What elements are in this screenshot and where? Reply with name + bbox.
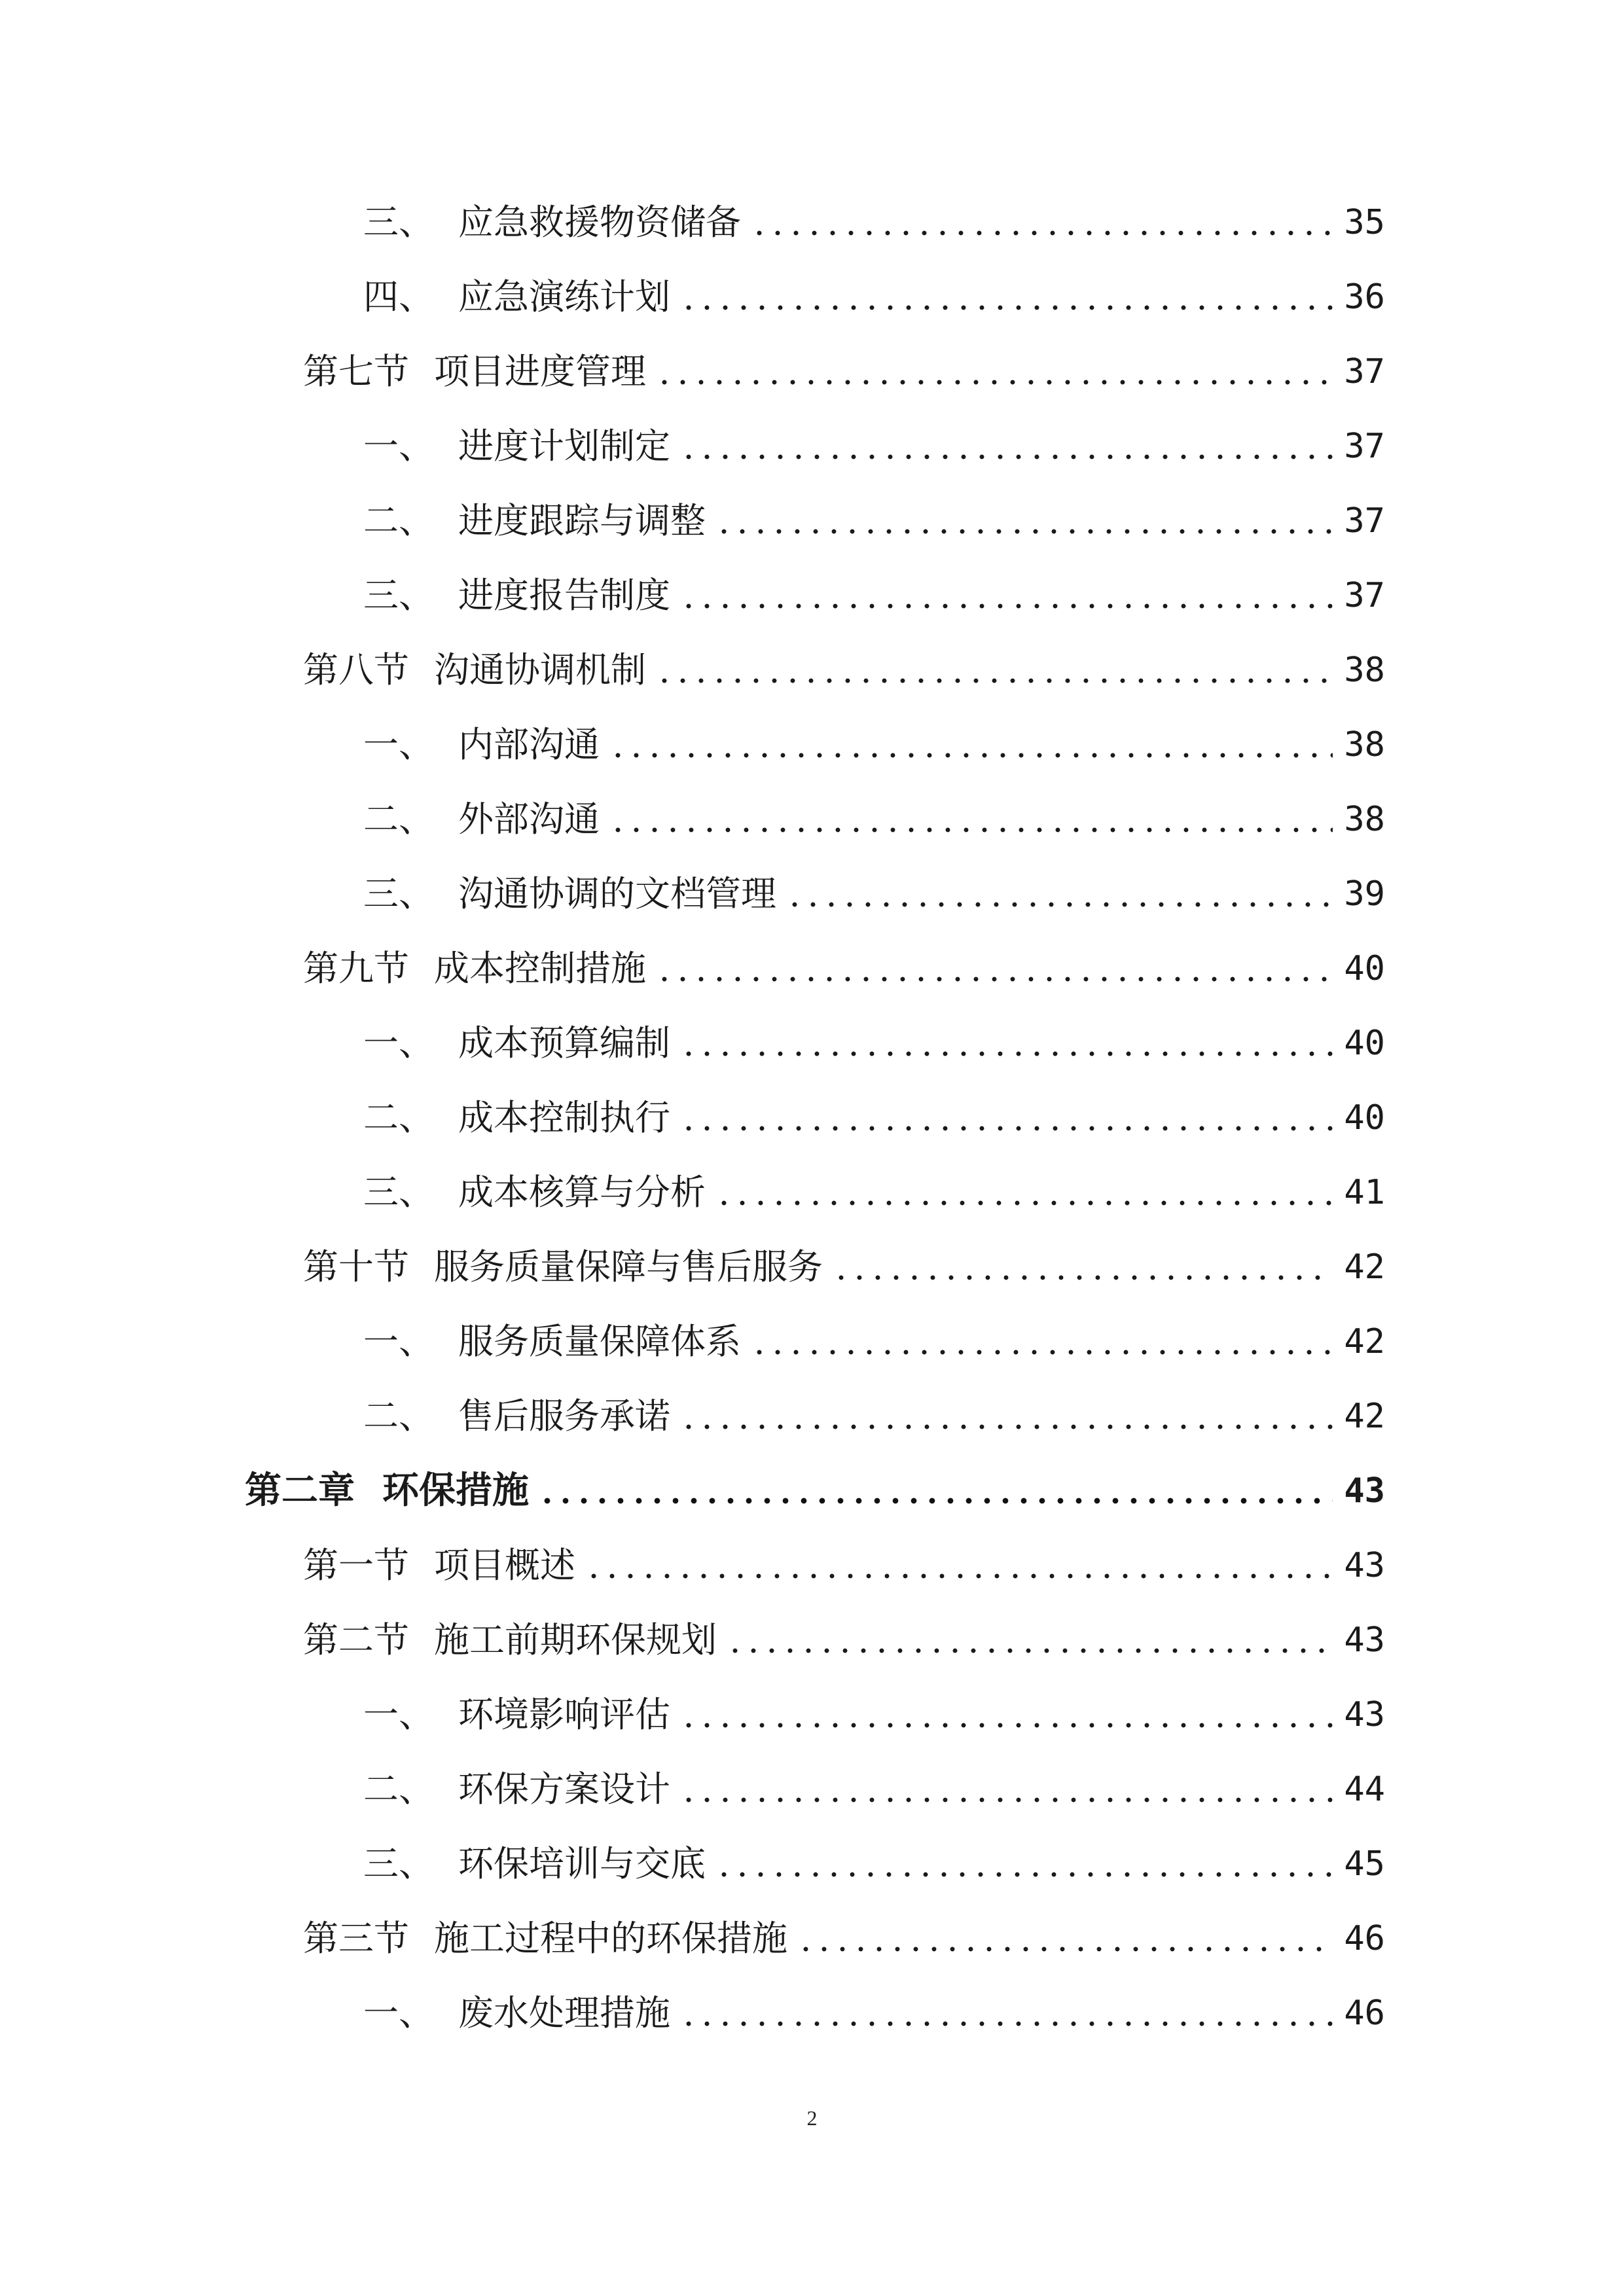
toc-entry-number: 第十节: [303, 1246, 409, 1287]
toc-entry-title: 服务质量保障体系: [458, 1321, 741, 1362]
toc-entry-number: 二、: [363, 1395, 434, 1437]
toc-entry-page: 45: [1344, 1844, 1385, 1884]
dot-leader: [582, 1539, 1333, 1592]
toc-entry-page: 43: [1344, 1471, 1385, 1511]
toc-entry-number: 四、: [363, 276, 434, 317]
toc-entry-page: 38: [1344, 725, 1385, 764]
dot-leader: [677, 271, 1333, 323]
toc-entry-page: 43: [1344, 1621, 1385, 1660]
toc-entry-number: 一、: [363, 1992, 434, 2034]
toc-entry[interactable]: [363, 793, 1385, 846]
dot-leader: [794, 1912, 1333, 1965]
toc-entry-title: 环境影响评估: [458, 1694, 670, 1735]
toc-entry-page: 46: [1344, 1994, 1385, 2033]
toc-entry-title: 施工前期环保规划: [434, 1619, 717, 1660]
toc-entry-title: 施工过程中的环保措施: [434, 1918, 787, 1959]
toc-entry-number: 二、: [363, 1097, 434, 1138]
toc-entry[interactable]: [303, 942, 1385, 995]
toc-entry[interactable]: [363, 868, 1385, 920]
dot-leader: [712, 1838, 1333, 1890]
toc-entry-title: 废水处理措施: [458, 1992, 670, 2034]
toc-entry-title: 内部沟通: [458, 724, 600, 765]
toc-entry-page: 37: [1344, 427, 1385, 466]
toc-entry-number: 第三节: [303, 1918, 409, 1959]
dot-leader: [783, 868, 1333, 920]
dot-leader: [677, 1689, 1333, 1741]
toc-entry-number: 第二节: [303, 1619, 409, 1660]
toc-entry-page: 37: [1344, 352, 1385, 391]
dot-leader: [677, 569, 1333, 622]
dot-leader: [653, 346, 1333, 398]
toc-entry[interactable]: [363, 1838, 1385, 1890]
toc-entry-title: 进度报告制度: [458, 575, 670, 616]
toc-entry-number: 三、: [363, 1172, 434, 1213]
toc-entry[interactable]: [363, 495, 1385, 547]
toc-entry[interactable]: [363, 1390, 1385, 1443]
toc-entry[interactable]: [363, 271, 1385, 323]
toc-entry-page: 40: [1344, 1098, 1385, 1138]
toc-entry-page: 43: [1344, 1695, 1385, 1734]
toc-entry-number: 第九节: [303, 948, 409, 989]
toc-entry-page: 46: [1344, 1919, 1385, 1958]
toc-entry-number: 第七节: [303, 351, 409, 392]
toc-entry-title: 服务质量保障与售后服务: [434, 1246, 823, 1287]
toc-entry-title: 项目进度管理: [434, 351, 646, 392]
toc-entry-page: 35: [1344, 203, 1385, 242]
dot-leader: [653, 644, 1333, 696]
dot-leader: [677, 420, 1333, 473]
dot-leader: [606, 719, 1333, 771]
toc-entry[interactable]: [363, 1092, 1385, 1144]
toc-entry-page: 38: [1344, 651, 1385, 690]
toc-entry-title: 应急救援物资储备: [458, 202, 741, 243]
toc-entry[interactable]: [363, 196, 1385, 249]
toc-entry-page: 42: [1344, 1247, 1385, 1287]
toc-entry-title: 售后服务承诺: [458, 1395, 670, 1437]
dot-leader: [748, 196, 1333, 249]
dot-leader: [677, 1390, 1333, 1443]
toc-entry-page: 41: [1344, 1173, 1385, 1212]
toc-entry-number: 三、: [363, 202, 434, 243]
toc-entry-title: 外部沟通: [458, 798, 600, 840]
toc-entry-number: 第八节: [303, 649, 409, 691]
toc-entry-number: 第二章: [245, 1469, 355, 1512]
toc-entry-number: 第一节: [303, 1545, 409, 1586]
toc-entry[interactable]: [363, 420, 1385, 473]
dot-leader: [677, 1017, 1333, 1069]
toc-entry-number: 一、: [363, 1022, 434, 1064]
toc-entry-title: 成本控制措施: [434, 948, 646, 989]
toc-entry-number: 一、: [363, 724, 434, 765]
toc-entry[interactable]: [363, 719, 1385, 771]
toc-entry-number: 一、: [363, 425, 434, 467]
toc-entry[interactable]: [303, 1539, 1385, 1592]
toc-entry[interactable]: [363, 1166, 1385, 1219]
toc-entry[interactable]: [303, 346, 1385, 398]
toc-entry-title: 沟通协调的文档管理: [458, 873, 776, 914]
toc-entry[interactable]: [363, 1689, 1385, 1741]
dot-leader: [712, 495, 1333, 547]
toc-entry[interactable]: [363, 1316, 1385, 1368]
toc-entry-page: 44: [1344, 1770, 1385, 1809]
dot-leader: [677, 1987, 1333, 2039]
toc-entry[interactable]: [303, 1614, 1385, 1666]
toc-entry[interactable]: [303, 1241, 1385, 1293]
dot-leader: [606, 793, 1333, 846]
toc-entry-number: 二、: [363, 500, 434, 541]
toc-entry-page: 40: [1344, 1024, 1385, 1063]
toc-entry-number: 三、: [363, 1843, 434, 1884]
toc-entry-page: 42: [1344, 1322, 1385, 1361]
footer-page-number: 2: [806, 2106, 818, 2130]
dot-leader: [829, 1241, 1333, 1293]
dot-leader: [748, 1316, 1333, 1368]
toc-entry[interactable]: [363, 1987, 1385, 2039]
toc-entry[interactable]: [363, 1017, 1385, 1069]
toc-entry-page: 37: [1344, 501, 1385, 541]
toc-entry-title: 环保方案设计: [458, 1768, 670, 1810]
toc-entry-title: 项目概述: [434, 1545, 575, 1586]
toc-entry-number: 二、: [363, 1768, 434, 1810]
toc-entry-page: 36: [1344, 278, 1385, 317]
toc-entry-number: 二、: [363, 798, 434, 840]
toc-entry[interactable]: [363, 1763, 1385, 1816]
toc-entry-title: 进度跟踪与调整: [458, 500, 706, 541]
toc-entry-title: 成本控制执行: [458, 1097, 670, 1138]
toc-entry-page: 39: [1344, 874, 1385, 914]
toc-entry-title: 成本预算编制: [458, 1022, 670, 1064]
toc-entry-title: 环保措施: [382, 1469, 529, 1512]
toc-entry-title: 沟通协调机制: [434, 649, 646, 691]
dot-leader: [712, 1166, 1333, 1219]
dot-leader: [653, 942, 1333, 995]
toc-entry-number: 一、: [363, 1694, 434, 1735]
toc-entry-number: 三、: [363, 575, 434, 616]
toc-entry[interactable]: [303, 1912, 1385, 1965]
toc-entry[interactable]: [303, 644, 1385, 696]
toc-entry-title: 成本核算与分析: [458, 1172, 706, 1213]
toc-entry-number: 一、: [363, 1321, 434, 1362]
toc-chapter-entry[interactable]: [245, 1465, 1385, 1517]
toc-entry-title: 应急演练计划: [458, 276, 670, 317]
toc-entry-page: 38: [1344, 800, 1385, 839]
toc-entry-page: 42: [1344, 1397, 1385, 1436]
toc-entry-page: 37: [1344, 576, 1385, 615]
dot-leader: [535, 1465, 1333, 1517]
toc-entry-title: 环保培训与交底: [458, 1843, 706, 1884]
toc-entry-number: 三、: [363, 873, 434, 914]
toc-entry-title: 进度计划制定: [458, 425, 670, 467]
toc-entry[interactable]: [363, 569, 1385, 622]
dot-leader: [677, 1763, 1333, 1816]
toc-entry-page: 43: [1344, 1546, 1385, 1585]
toc-entry-page: 40: [1344, 949, 1385, 988]
dot-leader: [677, 1092, 1333, 1144]
dot-leader: [723, 1614, 1333, 1666]
